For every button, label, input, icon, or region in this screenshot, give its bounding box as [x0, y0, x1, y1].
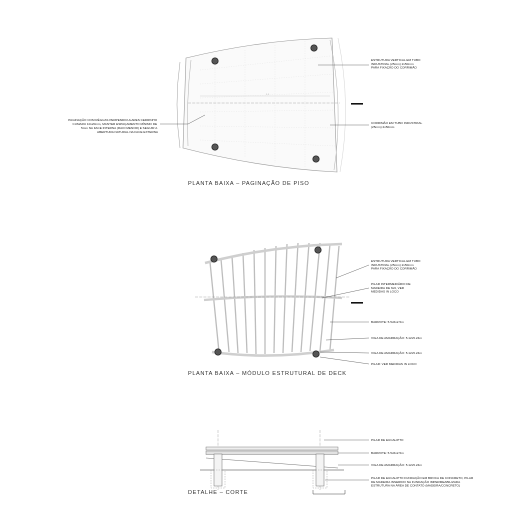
section-note-tie-beam: VIGA DE AMARRAÇÃO: 5.12x5.24m — [371, 463, 422, 467]
section-note-post: PILAR DE EUCALIPTO — [371, 438, 404, 442]
paving-dim-mark: 1.1 — [266, 94, 270, 96]
note-line: PARA FIXAÇÃO DO CORRIMÃO — [371, 266, 417, 271]
deck-note-structure — [371, 259, 421, 271]
note-line: DE MADEIRA INSERIDO NA FUNDAÇÃO IMPERMEABILIZADA — [371, 479, 461, 484]
deck-beam-top — [205, 244, 342, 263]
post-icon — [311, 45, 317, 51]
section-marker — [351, 302, 363, 304]
note-line: ABERTURA NATURAL NA FACE EXTERNA — [97, 130, 158, 134]
paving-edge-arc — [338, 38, 346, 172]
paving-left-edge — [177, 62, 180, 148]
note-line: INDUSTRIAL (25mm) 2x50mm — [371, 262, 414, 267]
note-line: PARA FIXAÇÃO DO CORRIMÃO — [371, 65, 417, 70]
section-note-foundation — [371, 475, 474, 488]
plan-paving-title: PLANTA BAIXA – PAGINAÇÃO DE PISO — [188, 181, 310, 187]
post-icon — [212, 144, 218, 150]
note-line: PAGINAÇÃO COM RÉGUAS PERPENDICULARES CEDRINHO — [68, 118, 158, 122]
post-icon — [212, 58, 218, 64]
deck-note-joist: BARROTE: 5.5x6x2.5m — [371, 320, 404, 324]
deck-note-post: PILAR: VER MEDIDAS IN LOCO — [371, 362, 417, 366]
note-line: MEDIDAS IN LOCO — [371, 289, 399, 294]
note-line: PILAR DE EUCALIPTO FUNDAÇÃO EM BROCA DE CONCRETO, PILAR — [371, 476, 474, 480]
deck-note-tie-beam-2: VIGA DE AMARRAÇÃO: 5.12x5.24m — [371, 351, 422, 355]
plan-paving-drawing — [68, 38, 423, 187]
section-post-left — [214, 454, 222, 486]
section-post-right — [316, 454, 324, 486]
paving-note-handrail — [371, 120, 423, 129]
note-line: CORRIMÃO EM TUBO INDUSTRIAL — [371, 121, 423, 125]
section-marker — [351, 103, 363, 105]
plan-deck-drawing — [188, 243, 422, 377]
section-scale-bracket — [313, 490, 345, 494]
section-drawing — [188, 430, 474, 496]
post-icon — [313, 156, 319, 162]
note-line: 5mm NA FACE INTERNA (RAIO MENOR) E SEGUIR A — [80, 126, 158, 130]
post-icon — [215, 349, 221, 355]
note-line: ESTRUTURA NA ÁREA DE CONTATO (MADEIRA/CONCRETO) — [371, 483, 460, 488]
post-icon — [315, 247, 321, 253]
deck-note-intermediate-post — [371, 282, 411, 294]
note-line: ESTRUTURA VERTICAL EM TUBO — [371, 259, 421, 263]
plan-deck-title: PLANTA BAIXA – MÓDULO ESTRUTURAL DE DECK — [188, 371, 347, 377]
section-note-joist: BARROTE: 5.5x6x2.5m — [371, 451, 404, 455]
deck-note-tie-beam-1: VIGA DE AMARRAÇÃO: 5.12x5.24m — [371, 336, 422, 340]
post-icon — [211, 256, 217, 262]
post-icon — [313, 351, 319, 357]
section-leaders — [324, 440, 369, 480]
note-line: ESTRUTURA VERTICAL EM TUBO — [371, 58, 421, 62]
note-line: CUMARU 10x20mm, MANTER ESPAÇAMENTO MÍNIMO DE — [72, 122, 158, 126]
paving-note-boards — [68, 117, 159, 134]
note-line: INDUSTRIAL (25mm) 2x50mm — [371, 61, 414, 66]
paving-note-structure — [371, 58, 421, 70]
section-title: DETALHE – CORTE — [188, 490, 249, 496]
section-deck-board — [206, 447, 338, 450]
deck-leaders — [320, 265, 369, 364]
paving-outline — [183, 38, 337, 172]
note-line: MADEIRA DE 6x6, VER — [371, 285, 405, 290]
note-line: (25mm) 2x50mm — [371, 124, 395, 129]
note-line: PILAR INTERMEDIÁRIO DE — [371, 282, 411, 286]
